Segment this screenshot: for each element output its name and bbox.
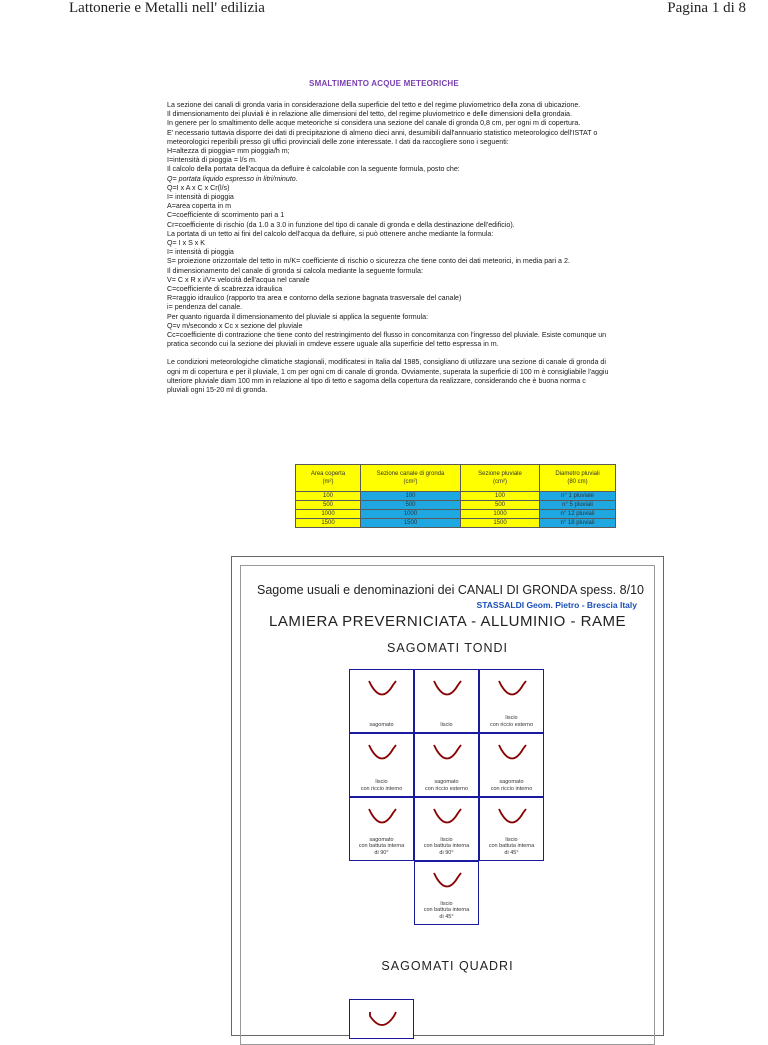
table-header-row	[296, 465, 616, 492]
gutter-caption: liscio	[440, 721, 453, 728]
table-header-cell: Sezione canale di gronda (cm²)	[361, 465, 461, 492]
body-line: ulteriore pluviale diam 100 mm in relazione al tipo di tetto e sagoma della copertura da realizzare, considerando che è buona norma c	[167, 376, 586, 385]
table-cell: 500	[361, 501, 461, 510]
round-gutter-icon	[366, 806, 398, 830]
table-cell: 1500	[361, 519, 461, 528]
body-line: ogni m di copertura e per il pluviale, 1 cm per ogni cm di canale di gronda. Ovviamente, superata la superficie di 100 m è consigliabile l'aggiu	[167, 367, 609, 376]
body-line: V= C x R x i/V= velocità dell'acqua nel canale	[167, 275, 310, 284]
table-cell: n° 12 pluviali	[540, 510, 616, 519]
body-line: I= intensità di pioggia	[167, 193, 234, 202]
table-cell: n° 5 pluviali	[540, 501, 616, 510]
round-gutter-icon	[431, 742, 463, 766]
gutter-caption: sagomato con battuta interna di 90°	[358, 836, 405, 856]
document-body	[167, 101, 699, 395]
table-row	[296, 492, 616, 501]
round-gutter-icon	[431, 870, 463, 894]
round-gutter-icon	[431, 678, 463, 702]
gutter-cell	[414, 669, 479, 733]
body-line: S= proiezione orizzontale del tetto in m/K= coefficiente di rischio o sicurezza che tiene conto dei dati meteorici, in media pari a 2.	[167, 257, 570, 266]
body-line: pratica secondo cui la sezione dei pluviali in cmdeve essere uguale alla superficie del tetto espressa in m.	[167, 340, 499, 349]
body-line: pluviali ogni 15-20 ml di gronda.	[167, 386, 268, 395]
body-line: Per quanto riguarda il dimensionamento del pluviale si applica la seguente formula:	[167, 312, 429, 321]
body-line: Il dimensionamento del canale di gronda si calcola mediante la seguente formula:	[167, 266, 423, 275]
catalog-material: LAMIERA PREVERNICIATA - ALLUMINIO - RAME	[268, 613, 627, 630]
gutter-caption: sagomato	[369, 721, 394, 728]
table-cell: 100	[461, 492, 540, 501]
body-line: Q=v m/secondo x Cc x sezione del pluviale	[167, 321, 303, 330]
page-indicator: Pagina 1 di 8	[667, 0, 746, 16]
gutter-caption: liscio con battuta interna di 90°	[423, 836, 470, 856]
gutter-caption: liscio con battuta interna di 45°	[488, 836, 535, 856]
body-line: C=coefficiente di scabrezza idraulica	[167, 285, 283, 294]
gutter-cell	[349, 797, 414, 861]
gutter-caption: sagomato con riccio interno	[490, 779, 533, 792]
table-cell: 100	[296, 492, 361, 501]
body-line: I=intensità di pioggia = l/s m.	[167, 156, 257, 165]
body-line: Cc=coefficiente di contrazione che tiene conto del restringimento del flusso in concomitanza con l'ingresso del pluviale. Esiste comunque un	[167, 331, 607, 340]
gutter-cell	[414, 797, 479, 861]
body-line: meteorologici reperibili presso gli uffici provinciali delle zone interessate. I dati da raccogliere sono i seguenti:	[167, 137, 509, 146]
paragraph-1	[167, 101, 699, 349]
catalog-author: STASSALDI Geom. Pietro - Brescia Italy	[476, 600, 637, 610]
body-line: H=altezza di pioggia= mm pioggia/h m;	[167, 147, 290, 156]
table-row	[296, 519, 616, 528]
body-line: A=area coperta in m	[167, 202, 232, 211]
round-gutter-icon	[366, 678, 398, 702]
round-gutter-icon	[496, 742, 528, 766]
body-line: La sezione dei canali di gronda varia in considerazione della superficie del tetto e del regime pluviometrico della zona di ubicazione.	[167, 101, 581, 109]
body-line: i= pendenza del canale.	[167, 303, 243, 312]
table-cell: 1500	[461, 519, 540, 528]
table-header-cell: Diametro pluviali (80 cm)	[540, 465, 616, 492]
table-cell: 500	[296, 501, 361, 510]
gutter-caption: liscio con riccio interno	[360, 779, 403, 792]
round-gutter-icon	[366, 742, 398, 766]
document-title: SMALTIMENTO ACQUE METEORICHE	[309, 79, 459, 88]
section-square: SAGOMATI QUADRI	[381, 959, 514, 973]
body-line: I= intensità di pioggia	[167, 248, 234, 257]
gutter-cell	[349, 733, 414, 797]
gutter-caption: liscio con riccio esterno	[489, 715, 534, 728]
body-line: Q=I x A x C x Cr(l/s)	[167, 183, 230, 192]
gutter-caption: sagomato con riccio esterno	[424, 779, 469, 792]
table-cell: n° 1 pluviale	[540, 492, 616, 501]
gutter-cell	[414, 861, 479, 925]
body-line: Cr=coefficiente di rischio (da 1.0 a 3.0 in funzione del tipo di canale di gronda e della destinazione dell'edificio).	[167, 220, 515, 229]
paragraph-2	[167, 358, 699, 395]
gutter-cell	[479, 669, 544, 733]
body-line: La portata di un tetto ai fini del calcolo dell'acqua da defluire, si può ottenere anche mediante la formula:	[167, 229, 494, 238]
body-line: C=coefficiente di scorrimento pari a 1	[167, 211, 285, 220]
gutter-cell	[414, 733, 479, 797]
page-header	[0, 0, 768, 22]
gutter-cell-partial	[349, 999, 414, 1039]
document-header-title: Lattonerie e Metalli nell' edilizia	[69, 0, 265, 16]
gutter-cell	[479, 797, 544, 861]
table-header-cell: Area coperta (m²)	[296, 465, 361, 492]
table-cell: 1000	[296, 510, 361, 519]
body-line: Il calcolo della portata dell'acqua da defluire è calcolabile con la seguente formula, posto che:	[167, 165, 460, 174]
gutter-caption: liscio con battuta interna di 45°	[423, 900, 470, 920]
table-cell: 500	[461, 501, 540, 510]
table-cell: 1500	[296, 519, 361, 528]
round-gutter-icon	[366, 1008, 398, 1032]
table-cell: 1000	[361, 510, 461, 519]
body-line: E' necessario tuttavia disporre dei dati di precipitazione di almeno dieci anni, desumibili dall'annuario statistico meteorologico dell'ISTAT o	[167, 128, 598, 137]
table-cell: 1000	[461, 510, 540, 519]
round-gutter-icon	[431, 806, 463, 830]
body-line: Le condizioni meteorologiche climatiche stagionali, modificatesi in Italia dal 1985, consigliano di utilizzare una sezione di canale di gronda di	[167, 358, 606, 367]
body-line: R=raggio idraulico (rapporto tra area e contorno della sezione bagnata trasversale del canale)	[167, 294, 462, 303]
body-line: Q= I x S x K	[167, 239, 206, 248]
gutter-cell	[479, 733, 544, 797]
table-cell: 100	[361, 492, 461, 501]
table-row	[296, 510, 616, 519]
round-gutter-icon	[496, 806, 528, 830]
section-round: SAGOMATI TONDI	[387, 641, 508, 655]
table-header-cell: Sezione pluviale (cm²)	[461, 465, 540, 492]
gutter-cell	[349, 669, 414, 733]
round-gutter-icon	[496, 678, 528, 702]
table-row	[296, 501, 616, 510]
body-line: In genere per lo smaltimento delle acque meteoriche si considera una sezione del canale di gronda 0,8 cm, per ogni m di copertura.	[167, 119, 581, 128]
body-line: Il dimensionamento dei pluviali è in relazione alle dimensioni del tetto, del regime pluviometrico e delle dimensioni della grondaia.	[167, 110, 572, 119]
gutter-catalog-image	[231, 556, 664, 1036]
body-line: Q= portata liquido espresso in litri/minuto.	[167, 174, 298, 183]
catalog-title: Sagome usuali e denominazioni dei CANALI DI GRONDA spess. 8/10	[257, 583, 644, 597]
table-cell: n° 18 pluviali	[540, 519, 616, 528]
sizing-table	[295, 464, 616, 528]
